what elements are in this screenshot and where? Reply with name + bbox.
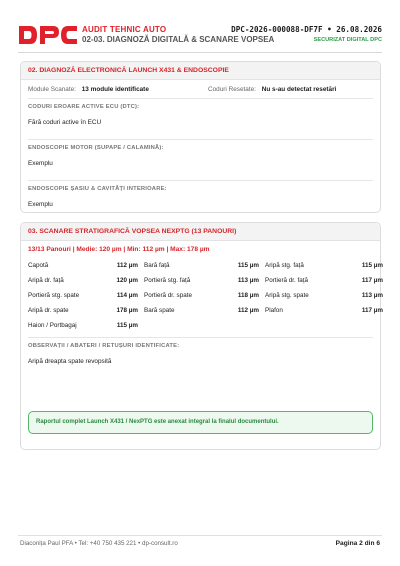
panel-thickness: 113 µm — [237, 277, 259, 284]
panel-thickness: 115 µm — [116, 322, 138, 329]
panel-cell — [144, 303, 259, 318]
security-badge: SECURIZAT DIGITAL DPC — [313, 37, 382, 43]
engine-endoscopy-value: Exemplu — [28, 160, 53, 167]
panel-name: Plafon — [265, 307, 283, 314]
panel-name: Aripă dr. față — [28, 277, 64, 284]
page-number: Pagina 2 din 6 — [335, 540, 380, 547]
panel-cell — [28, 288, 138, 303]
document-id: DPC-2026-000088-DF7F • 26.08.2026 — [231, 25, 382, 34]
panel-cell — [265, 258, 383, 273]
panel-name: Portieră dr. spate — [144, 292, 192, 299]
report-subtitle: 02-03. DIAGNOZĂ DIGITALĂ & SCANARE VOPSEA — [82, 35, 275, 44]
dtc-label: CODURI EROARE ACTIVE ECU (DTC): — [28, 104, 140, 110]
paint-summary: 13/13 Panouri | Medie: 120 µm | Min: 112 µm | Max: 178 µm — [28, 246, 210, 253]
modules-label: Module Scanate: — [28, 86, 76, 93]
panel-thickness: 117 µm — [361, 277, 383, 284]
diagnostics-card — [20, 61, 381, 213]
panel-thickness: 120 µm — [116, 277, 138, 284]
divider — [28, 180, 373, 181]
panel-name: Aripă stg. față — [265, 262, 304, 269]
panel-thickness: 115 µm — [237, 262, 259, 269]
attachment-notice: Raportul complet Launch X431 / NexPTG este anexat integral la finalul documentului. — [28, 411, 373, 434]
paint-scan-card-header — [21, 223, 380, 241]
panel-cell — [265, 273, 383, 288]
panel-grid — [28, 258, 383, 333]
paint-scan-title: 03. SCANARE STRATIGRAFICĂ VOPSEA NEXPTG (13 PANOURI) — [28, 228, 237, 235]
panel-thickness: 178 µm — [116, 307, 138, 314]
panel-thickness: 112 µm — [116, 262, 138, 269]
panel-cell — [28, 318, 138, 333]
resets-value: Nu s-au detectat resetări — [261, 86, 337, 93]
dtc-value: Fără coduri active în ECU — [28, 119, 102, 126]
panel-thickness: 113 µm — [361, 292, 383, 299]
dpc-logo — [18, 24, 78, 46]
panel-name: Portieră dr. față — [265, 277, 309, 284]
panel-thickness: 115 µm — [361, 262, 383, 269]
panel-thickness: 117 µm — [361, 307, 383, 314]
panel-name: Bară spate — [144, 307, 175, 314]
chassis-endoscopy-value: Exemplu — [28, 201, 53, 208]
panel-name: Aripă dr. spate — [28, 307, 69, 314]
panel-cell — [28, 273, 138, 288]
diagnostics-title: 02. DIAGNOZĂ ELECTRONICĂ LAUNCH X431 & ENDOSCOPIE — [28, 67, 229, 74]
divider — [28, 98, 373, 99]
panel-cell — [265, 303, 383, 318]
page-header — [18, 23, 382, 49]
diagnostics-card-header — [21, 62, 380, 80]
panel-cell — [28, 258, 138, 273]
footer-divider — [18, 535, 382, 536]
engine-endoscopy-label: ENDOSCOPIE MOTOR (SUPAPE / CALAMINĂ): — [28, 145, 164, 151]
panel-name: Capotă — [28, 262, 49, 269]
divider — [28, 139, 373, 140]
panel-cell — [144, 288, 259, 303]
panel-name: Portieră stg. spate — [28, 292, 80, 299]
divider — [28, 337, 373, 338]
panel-thickness: 114 µm — [116, 292, 138, 299]
panel-thickness: 118 µm — [237, 292, 259, 299]
report-title: AUDIT TEHNIC AUTO — [82, 25, 167, 34]
panel-cell — [144, 273, 259, 288]
scan-summary-row — [28, 85, 373, 94]
panel-cell — [265, 288, 383, 303]
paint-scan-card — [20, 222, 381, 450]
panel-cell — [28, 303, 138, 318]
chassis-endoscopy-label: ENDOSCOPIE ȘASIU & CAVITĂȚI INTERIOARE: — [28, 186, 167, 192]
panel-thickness: 112 µm — [237, 307, 259, 314]
notes-label: OBSERVAȚII / ABATERI / RETUȘURI IDENTIFICATE: — [28, 343, 180, 349]
header-divider — [18, 52, 382, 53]
panel-name: Aripă stg. spate — [265, 292, 309, 299]
modules-value: 13 module identificate — [81, 86, 149, 93]
notes-value: Aripă dreapta spate revopsită — [28, 358, 112, 365]
panel-name: Bară față — [144, 262, 170, 269]
panel-cell — [144, 258, 259, 273]
panel-name: Haion / Portbagaj — [28, 322, 77, 329]
resets-label: Coduri Resetate: — [208, 86, 256, 93]
footer-contact: Diaconița Paul PFA • Tel: +40 750 435 221 • dp-consult.ro — [20, 540, 178, 547]
panel-name: Portieră stg. față — [144, 277, 191, 284]
